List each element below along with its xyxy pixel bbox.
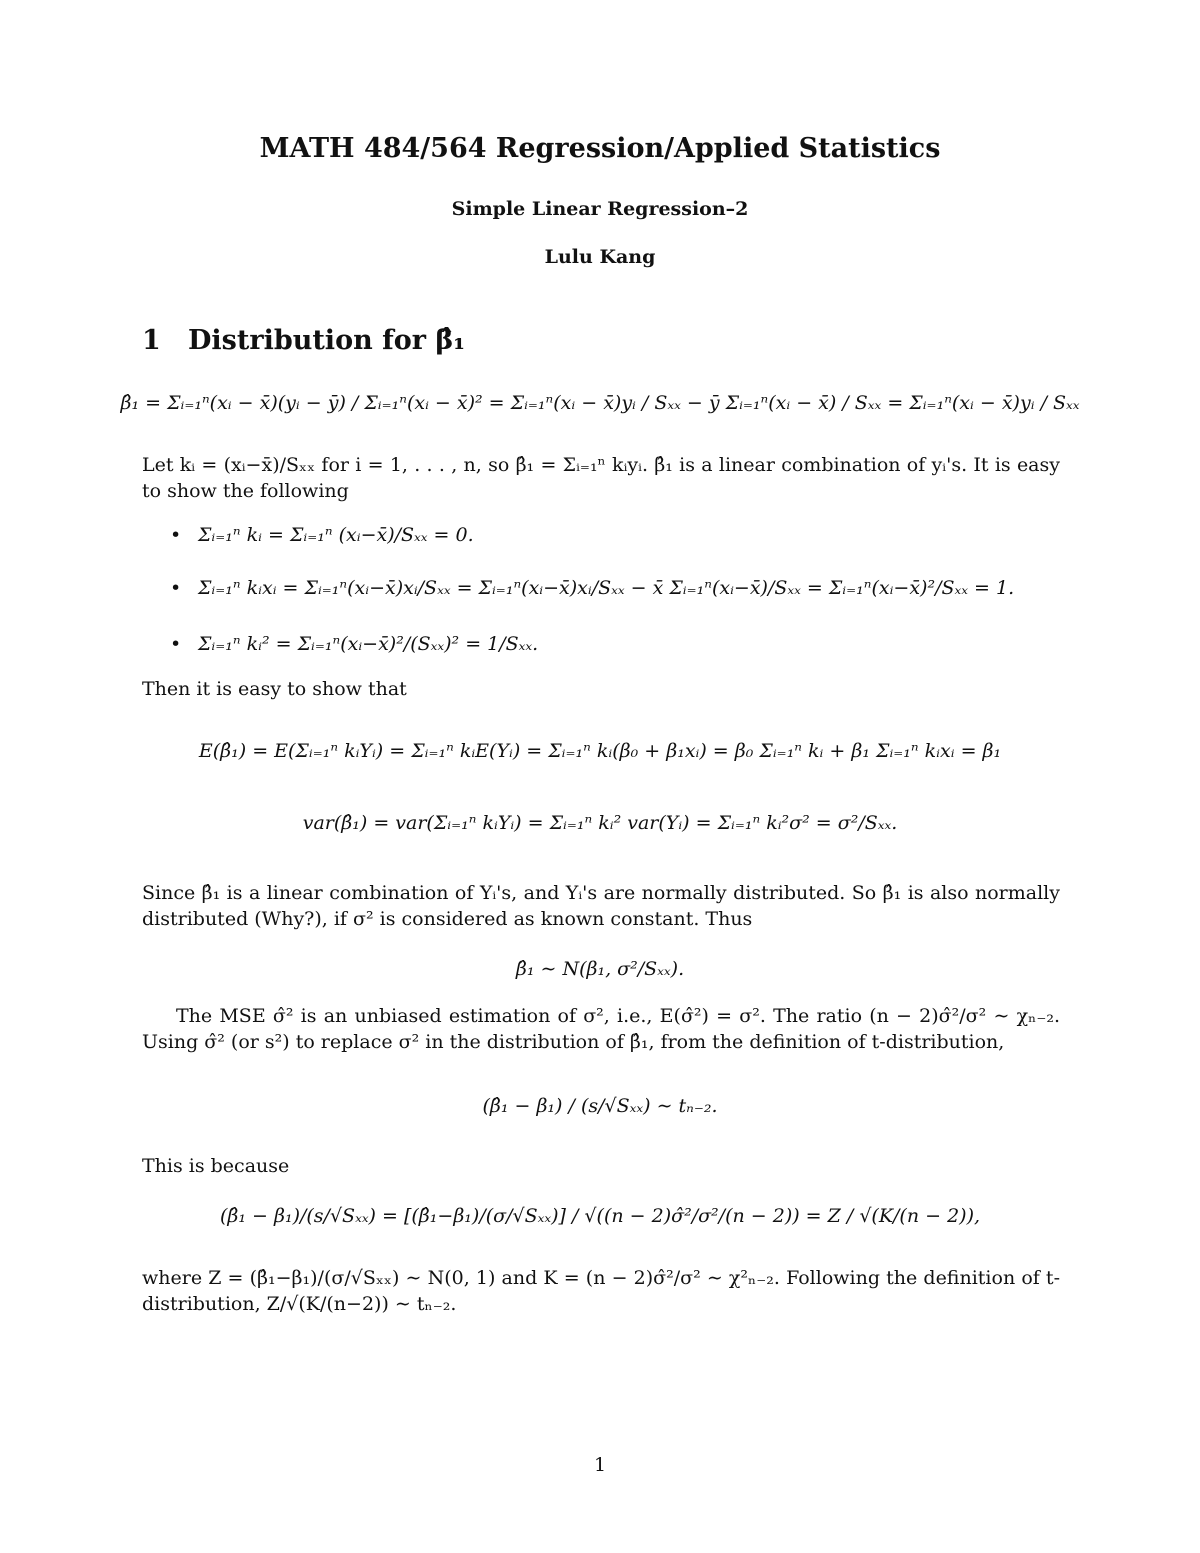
section-number: 1	[142, 325, 161, 356]
bullet-equation: Σᵢ₌₁ⁿ kᵢ = Σᵢ₌₁ⁿ (xᵢ−x̄)/Sₓₓ = 0.	[198, 524, 474, 546]
bullet-equation: Σᵢ₌₁ⁿ kᵢxᵢ = Σᵢ₌₁ⁿ(xᵢ−x̄)xᵢ/Sₓₓ = Σᵢ₌₁ⁿ(xᵢ−x̄)xᵢ/Sₓₓ − x̄ Σᵢ₌₁ⁿ(xᵢ−x̄)/Sₓₓ = Σᵢ₌₁ⁿ(xᵢ−x̄)²/Sₓₓ = 1.	[198, 577, 1015, 599]
section-title: Distribution for β̂₁	[188, 325, 466, 356]
document-title: MATH 484/564 Regression/Applied Statistics	[259, 133, 941, 164]
paragraph-then-easy: Then it is easy to show that	[142, 678, 407, 700]
document-author: Lulu Kang	[544, 246, 656, 268]
bullet-item	[170, 522, 474, 548]
paragraph-where-z: where Z = (β̂₁−β₁)/(σ/√Sₓₓ) ∼ N(0, 1) and K = (n − 2)σ̂²/σ² ∼ χ²ₙ₋₂. Following the definition of t-distribution, Z/√(K/(n−2)) ∼ tₙ₋₂.	[142, 1267, 1060, 1315]
bullet-dot-icon: •	[170, 633, 182, 655]
bullet-item	[170, 631, 538, 657]
paragraph-mse: The MSE σ̂² is an unbiased estimation of σ², i.e., E(σ̂²) = σ². The ratio (n − 2)σ̂²/σ² ∼ χₙ₋₂. Using σ̂² (or s²) to replace σ² in the distribution of β̂₁, from the definition of t-distribution,	[142, 1005, 1060, 1053]
equation-because: (β̂₁ − β₁)/(s/√Sₓₓ) = [(β̂₁−β₁)/(σ/√Sₓₓ)] / √((n − 2)σ̂²/σ²/(n − 2)) = Z / √(K/(n − 2)),	[219, 1205, 981, 1227]
paragraph-this-because: This is because	[142, 1155, 290, 1177]
bullet-dot-icon: •	[170, 524, 182, 546]
bullet-equation: Σᵢ₌₁ⁿ kᵢ² = Σᵢ₌₁ⁿ(xᵢ−x̄)²/(Sₓₓ)² = 1/Sₓₓ.	[198, 633, 539, 655]
bullet-dot-icon: •	[170, 577, 182, 599]
paragraph-since: Since β̂₁ is a linear combination of Yᵢ's, and Yᵢ's are normally distributed. So β̂₁ is also normally distributed (Why?), if σ² is considered as known constant. Thus	[142, 882, 1060, 930]
equation-expectation: E(β̂₁) = E(Σᵢ₌₁ⁿ kᵢYᵢ) = Σᵢ₌₁ⁿ kᵢE(Yᵢ) = Σᵢ₌₁ⁿ kᵢ(β₀ + β₁xᵢ) = β₀ Σᵢ₌₁ⁿ kᵢ + β₁ Σᵢ₌₁ⁿ kᵢxᵢ = β₁	[198, 740, 1002, 762]
document-subtitle: Simple Linear Regression–2	[451, 198, 749, 220]
page-number: 1	[593, 1454, 607, 1476]
paragraph-let-k: Let kᵢ = (xᵢ−x̄)/Sₓₓ for i = 1, . . . , n, so β̂₁ = Σᵢ₌₁ⁿ kᵢyᵢ. β̂₁ is a linear combination of yᵢ's. It is easy to show the following	[142, 454, 1060, 502]
equation-t-statistic: (β̂₁ − β₁) / (s/√Sₓₓ) ∼ tₙ₋₂.	[482, 1095, 718, 1117]
section-heading	[142, 325, 466, 356]
equation-beta-hat: β̂₁ = Σᵢ₌₁ⁿ(xᵢ − x̄)(yᵢ − ȳ) / Σᵢ₌₁ⁿ(xᵢ − x̄)² = Σᵢ₌₁ⁿ(xᵢ − x̄)yᵢ / Sₓₓ − ȳ Σᵢ₌₁ⁿ(xᵢ − x̄) / Sₓₓ = Σᵢ₌₁ⁿ(xᵢ − x̄)yᵢ / Sₓₓ	[120, 392, 1080, 414]
equation-variance: var(β̂₁) = var(Σᵢ₌₁ⁿ kᵢYᵢ) = Σᵢ₌₁ⁿ kᵢ² var(Yᵢ) = Σᵢ₌₁ⁿ kᵢ²σ² = σ²/Sₓₓ.	[302, 812, 898, 834]
equation-normal: β̂₁ ∼ N(β₁, σ²/Sₓₓ).	[515, 958, 685, 980]
bullet-item	[170, 575, 1014, 601]
